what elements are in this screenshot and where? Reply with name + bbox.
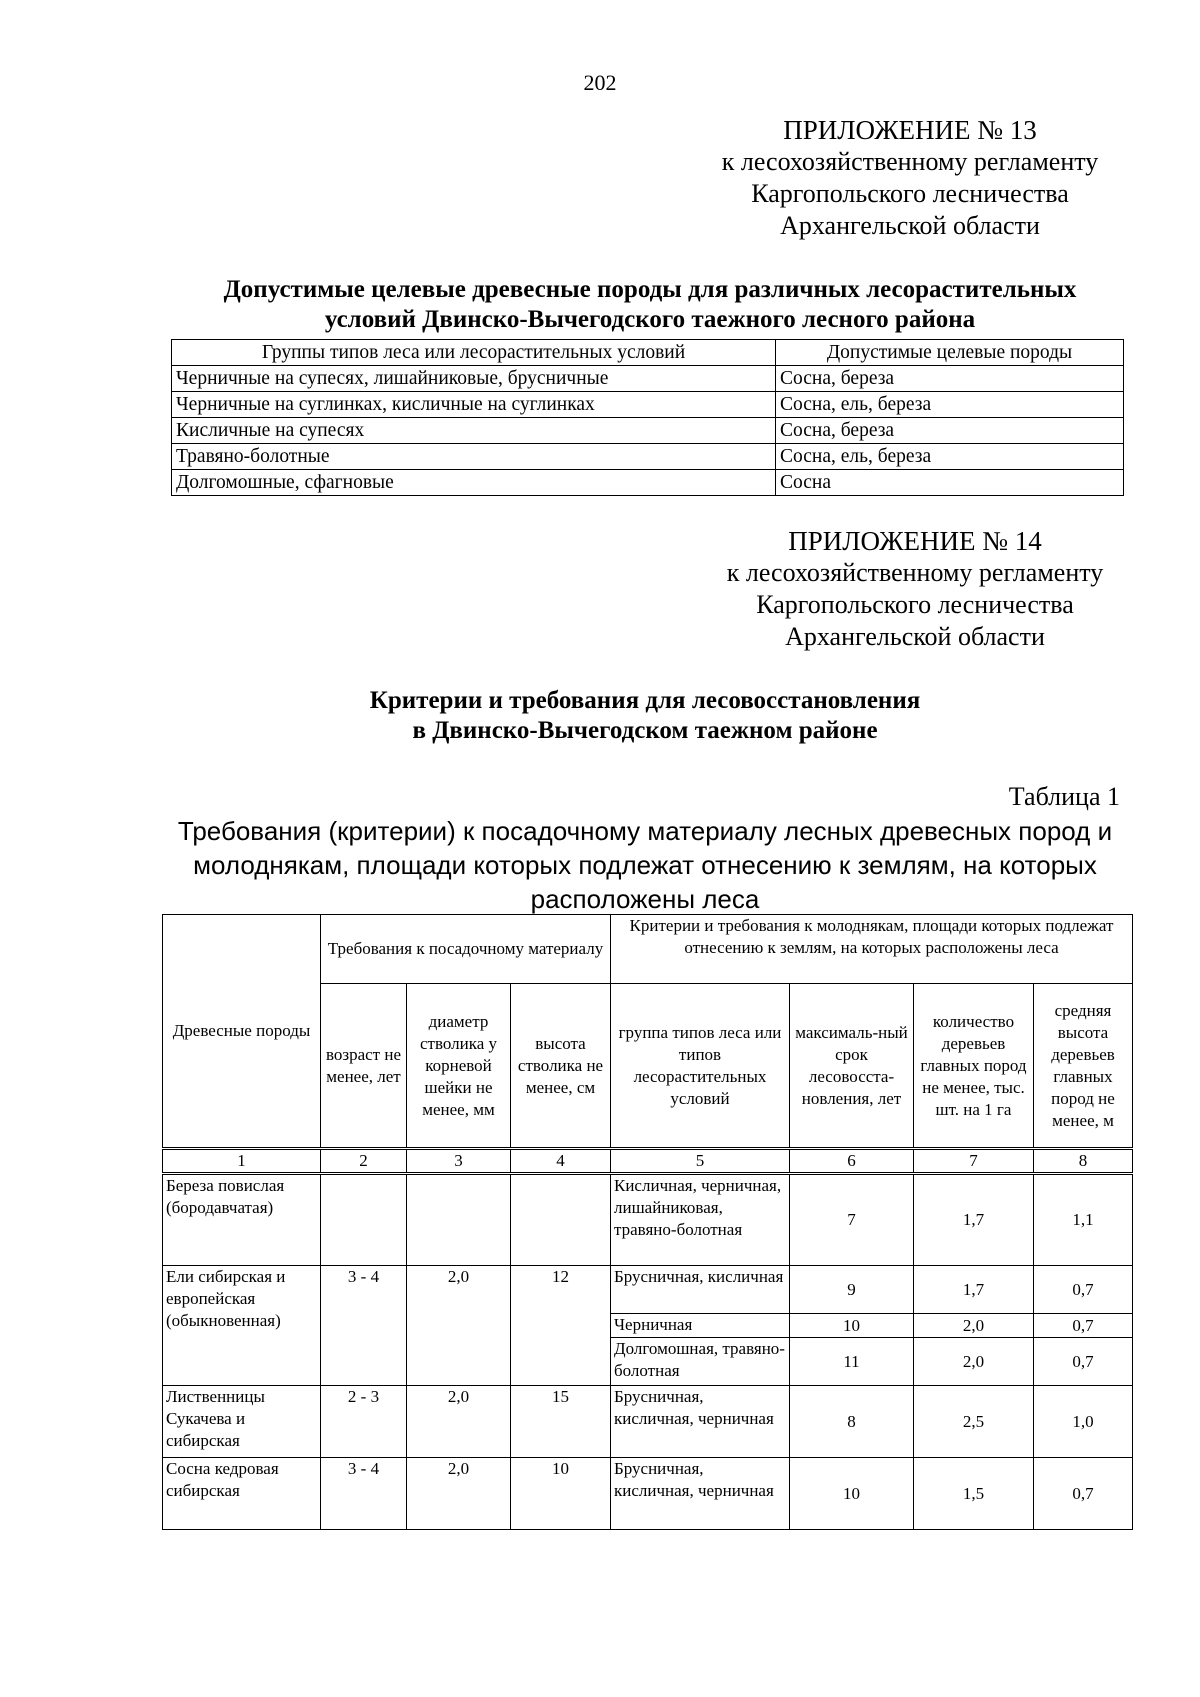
height-cell: 1,0: [1034, 1386, 1133, 1458]
column-header-diameter: диаметр стволика у корневой шейки не менее, мм: [407, 984, 511, 1149]
table-cell: [407, 1174, 511, 1266]
table-title-line2: молоднякам, площади которых подлежат отнесению к землям, на которых: [193, 850, 1097, 880]
appendix-13-line3: Архангельской области: [780, 211, 1040, 240]
heading-line1: Критерии и требования для лесовосстановления: [369, 687, 921, 714]
count-cell: 1,7: [914, 1174, 1034, 1266]
forest-type-cell: Брусничная, кисличная, черничная: [611, 1458, 790, 1530]
species-cell: Ели сибирская и европейская (обыкновенная): [163, 1266, 321, 1386]
seedling-height-cell: 12: [511, 1266, 611, 1386]
table-title-line3: расположены леса: [530, 884, 760, 914]
heading-reforestation: [145, 686, 1145, 746]
table-title-line1: Требования (критерии) к посадочному материалу лесных древесных пород и: [177, 816, 1113, 846]
table-cell: Черничные на супесях, лишайниковые, брусничные: [172, 366, 776, 392]
appendix-13-title: ПРИЛОЖЕНИЕ № 13: [783, 115, 1037, 145]
term-cell: 10: [790, 1314, 914, 1338]
forest-type-cell: Черничная: [611, 1314, 790, 1338]
column-number: 3: [407, 1149, 511, 1174]
column-header-avg-height: средняя высота деревьев главных пород не менее, м: [1034, 984, 1133, 1149]
appendix-13-line1: к лесохозяйственному регламенту: [721, 147, 1099, 176]
height-cell: 1,1: [1034, 1174, 1133, 1266]
diameter-cell: 2,0: [407, 1458, 511, 1530]
forest-type-cell: Долгомошная, травяно-болотная: [611, 1338, 790, 1386]
count-cell: 2,5: [914, 1386, 1034, 1458]
appendix-14-line3: Архангельской области: [785, 622, 1045, 651]
group-header-young-stands: Критерии и требования к молоднякам, площади которых подлежат отнесению к землям, на которых расположены леса: [611, 915, 1133, 984]
appendix-13-line2: Каргопольского лесничества: [751, 179, 1069, 208]
column-number: 1: [163, 1149, 321, 1174]
term-cell: 9: [790, 1266, 914, 1314]
column-number: 7: [914, 1149, 1034, 1174]
column-header-tree-count: количество деревьев главных пород не менее, тыс. шт. на 1 га: [914, 984, 1034, 1149]
height-cell: 0,7: [1034, 1338, 1133, 1386]
column-number-row: [163, 1149, 1133, 1174]
table-cell: Сосна, береза: [776, 418, 1124, 444]
height-cell: 0,7: [1034, 1458, 1133, 1530]
appendix-13-block: [660, 114, 1160, 242]
table-cell: Сосна, береза: [776, 366, 1124, 392]
column-header-seedling-height: высота стволика не менее, см: [511, 984, 611, 1149]
table-row-birch: [163, 1174, 1133, 1266]
appendix-14-block: [665, 525, 1165, 653]
table-cell: Сосна: [776, 470, 1124, 496]
diameter-cell: 2,0: [407, 1266, 511, 1386]
term-cell: 8: [790, 1386, 914, 1458]
seedling-height-cell: 10: [511, 1458, 611, 1530]
term-cell: 10: [790, 1458, 914, 1530]
seedling-height-cell: 15: [511, 1386, 611, 1458]
height-cell: 0,7: [1034, 1314, 1133, 1338]
table-row: [172, 470, 1124, 496]
column-number: 8: [1034, 1149, 1133, 1174]
table-cell: Черничные на суглинках, кисличные на суглинках: [172, 392, 776, 418]
term-cell: 7: [790, 1174, 914, 1266]
count-cell: 1,5: [914, 1458, 1034, 1530]
table-header-row: [163, 915, 1133, 984]
heading-target-species: [150, 275, 1150, 335]
count-cell: 1,7: [914, 1266, 1034, 1314]
table-row: [172, 418, 1124, 444]
page-number: 202: [583, 70, 617, 95]
species-cell: Лиственницы Сукачева и сибирская: [163, 1386, 321, 1458]
forest-type-cell: Кисличная, черничная, лишайниковая, травяно-болотная: [611, 1174, 790, 1266]
column-number: 6: [790, 1149, 914, 1174]
count-cell: 2,0: [914, 1338, 1034, 1386]
heading-line1: Допустимые целевые древесные породы для различных лесорастительных: [223, 276, 1077, 303]
heading-line2: в Двинско-Вычегодском таежном районе: [412, 717, 878, 744]
term-cell: 11: [790, 1338, 914, 1386]
column-number: 4: [511, 1149, 611, 1174]
heading-line2: условий Двинско-Вычегодского таежного лесного района: [324, 306, 976, 333]
table-row: [172, 392, 1124, 418]
column-number: 5: [611, 1149, 790, 1174]
count-cell: 2,0: [914, 1314, 1034, 1338]
column-header-target-species: Допустимые целевые породы: [776, 340, 1124, 366]
column-number: 2: [321, 1149, 407, 1174]
species-cell: Береза повислая (бородавчатая): [163, 1174, 321, 1266]
age-cell: 3 - 4: [321, 1266, 407, 1386]
table-cell: Сосна, ель, береза: [776, 392, 1124, 418]
appendix-14-title: ПРИЛОЖЕНИЕ № 14: [788, 526, 1042, 556]
table-cell: Сосна, ель, береза: [776, 444, 1124, 470]
forest-type-cell: Брусничная, кисличная, черничная: [611, 1386, 790, 1458]
column-header-species: Древесные породы: [163, 915, 321, 1149]
table-cell: [511, 1174, 611, 1266]
table-title: [150, 814, 1140, 916]
column-header-forest-groups: Группы типов леса или лесорастительных условий: [172, 340, 776, 366]
column-header-age: возраст не менее, лет: [321, 984, 407, 1149]
table-row-larch: [163, 1386, 1133, 1458]
table-row: [172, 366, 1124, 392]
group-header-planting-material: Требования к посадочному материалу: [321, 915, 611, 984]
appendix-14-line1: к лесохозяйственному регламенту: [726, 558, 1104, 587]
appendix-14-line2: Каргопольского лесничества: [756, 590, 1074, 619]
column-header-max-term: максималь-ный срок лесовосста-новления, лет: [790, 984, 914, 1149]
table-cell: Кисличные на супесях: [172, 418, 776, 444]
species-cell: Сосна кедровая сибирская: [163, 1458, 321, 1530]
column-header-forest-type: группа типов леса или типов лесорастительных условий: [611, 984, 790, 1149]
table-cell: Долгомошные, сфагновые: [172, 470, 776, 496]
age-cell: 2 - 3: [321, 1386, 407, 1458]
table-row: [172, 444, 1124, 470]
height-cell: 0,7: [1034, 1266, 1133, 1314]
table-row-cedar: [163, 1458, 1133, 1530]
forest-type-cell: Брусничная, кисличная: [611, 1266, 790, 1314]
table-row-spruce: [163, 1266, 1133, 1314]
table-cell: Травяно-болотные: [172, 444, 776, 470]
table-cell: [321, 1174, 407, 1266]
table-label: Таблица 1: [1008, 782, 1120, 811]
table-header-row: [172, 340, 1124, 366]
age-cell: 3 - 4: [321, 1458, 407, 1530]
diameter-cell: 2,0: [407, 1386, 511, 1458]
target-species-table: [171, 339, 1124, 496]
reforestation-criteria-table: [162, 914, 1133, 1530]
